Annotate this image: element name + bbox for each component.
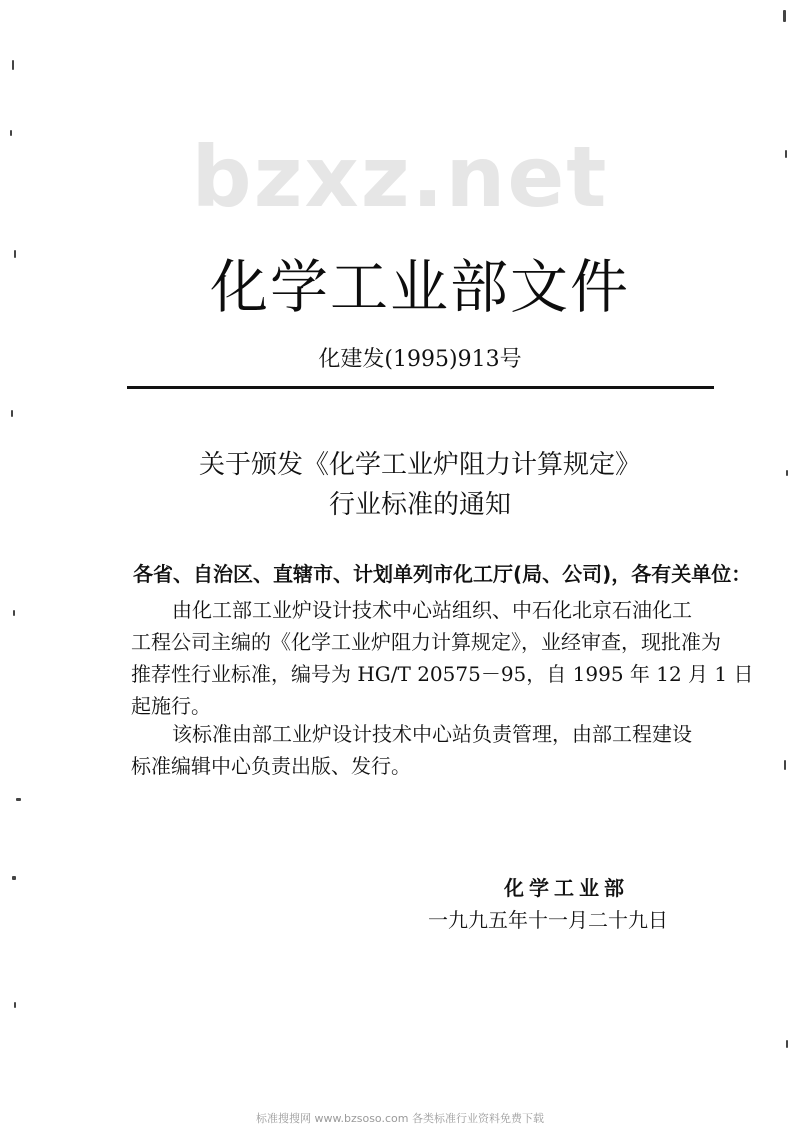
body-paragraph-line: 该标准由部工业炉设计技术中心站负责管理，由部工程建设: [172, 722, 692, 746]
scan-speck: [11, 410, 13, 417]
scan-speck: [786, 470, 788, 476]
scan-speck: [783, 10, 786, 22]
signature-organization: 化学工业部: [504, 876, 629, 900]
addressee: 各省、自治区、直辖市、计划单列市化工厅(局、公司)，各有关单位：: [133, 562, 752, 586]
scan-speck: [12, 876, 16, 880]
signature-date: 一九九五年十一月二十九日: [428, 908, 668, 932]
body-paragraph-line: 工程公司主编的《化学工业炉阻力计算规定》，业经审查，现批准为: [131, 630, 721, 654]
scan-speck: [14, 250, 16, 258]
header-divider: [127, 386, 714, 389]
scan-speck: [16, 798, 21, 801]
notice-heading-line-2: 行业标准的通知: [328, 490, 511, 520]
scan-speck: [13, 610, 15, 616]
scan-speck: [786, 1040, 788, 1048]
scan-speck: [10, 130, 12, 136]
notice-heading-line-1: 关于颁发《化学工业炉阻力计算规定》: [198, 450, 641, 480]
scan-speck: [14, 1002, 16, 1008]
document-title: 化学工业部文件: [209, 253, 630, 321]
watermark-logo: bzxz.net: [191, 128, 609, 226]
body-paragraph-line: 推荐性行业标准，编号为 HG/T 20575－95，自 1995 年 12 月 1 日: [131, 662, 754, 686]
footer-source: 标准搜搜网 www.bzsoso.com 各类标准行业资料免费下载: [256, 1112, 544, 1125]
document-number: 化建发(1995)913号: [318, 347, 522, 372]
body-paragraph-line: 由化工部工业炉设计技术中心站组织、中石化北京石油化工: [172, 598, 692, 622]
body-paragraph-line: 标准编辑中心负责出版、发行。: [131, 754, 411, 778]
scan-speck: [784, 760, 786, 770]
body-paragraph-line: 起施行。: [131, 694, 211, 718]
scan-speck: [12, 60, 14, 70]
scan-speck: [785, 150, 787, 158]
